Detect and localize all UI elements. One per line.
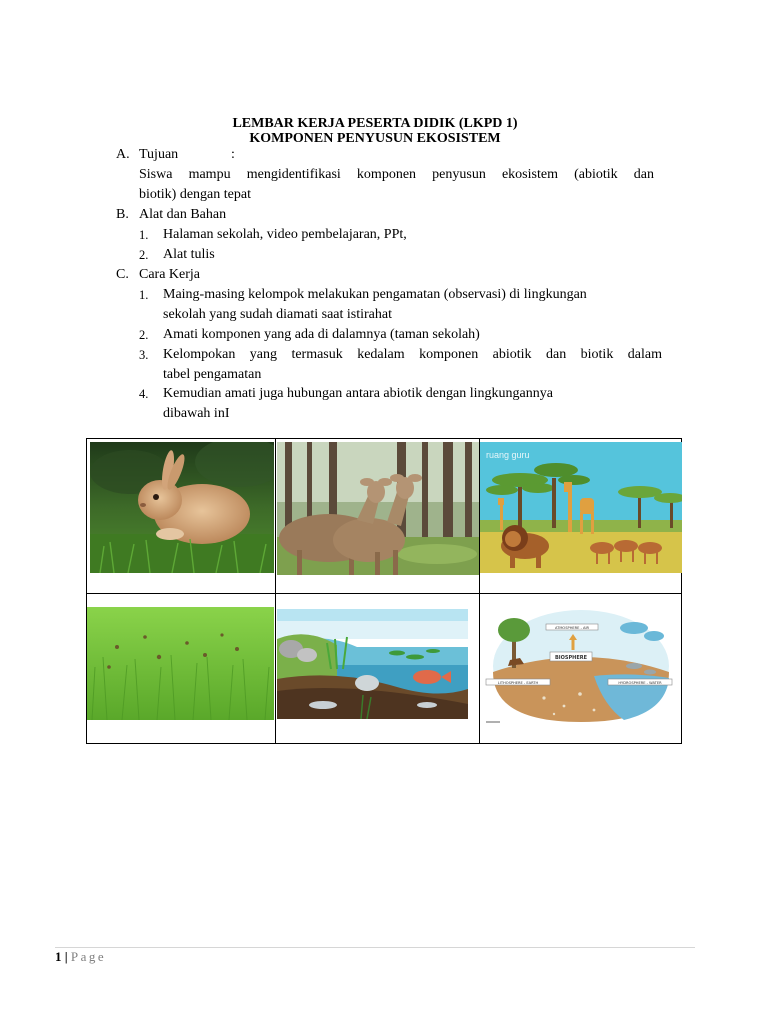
section-c-marker: C. xyxy=(116,267,129,282)
section-a-marker: A. xyxy=(116,147,130,162)
list-item-text: Maing-masing kelompok melakukan pengamatan (observasi) di lingkungan xyxy=(163,287,587,302)
page-number: 1 xyxy=(55,949,62,964)
biosphere-label: BIOSPHERE xyxy=(554,655,588,661)
footer-divider xyxy=(55,947,695,948)
list-item-number: 2. xyxy=(139,248,149,262)
worksheet-subtitle: KOMPONEN PENYUSUN EKOSISTEM xyxy=(249,131,501,146)
list-item-text-continued: sekolah yang sudah diamati saat istirahat xyxy=(163,307,392,322)
list-item-text: Amati komponen yang ada di dalamnya (taman sekolah) xyxy=(163,327,480,342)
section-a-colon: : xyxy=(231,147,235,162)
section-b-marker: B. xyxy=(116,207,129,222)
worksheet-title: LEMBAR KERJA PESERTA DIDIK (LKPD 1) xyxy=(232,116,518,131)
footer-separator: | xyxy=(61,949,71,964)
page-footer xyxy=(55,949,106,965)
image-table xyxy=(86,438,682,744)
section-a-text-line2: biotik) dengan tepat xyxy=(139,187,251,202)
section-a-heading: Tujuan xyxy=(139,147,179,162)
list-item-text: Halaman sekolah, video pembelajaran, PPt, xyxy=(163,227,407,242)
table-divider xyxy=(87,593,681,594)
section-a-text-line1: Siswa mampu mengidentifikasi komponen penyusun ekosistem (abiotik dan xyxy=(139,167,654,182)
biosphere-diagram-image xyxy=(484,602,678,730)
rabbit-image xyxy=(90,442,274,573)
section-c-heading: Cara Kerja xyxy=(139,267,201,282)
lithosphere-label: LITHOSPHERE - EARTH xyxy=(497,681,539,685)
list-item-text: Alat tulis xyxy=(163,247,215,262)
list-item-number: 1. xyxy=(139,228,149,242)
list-item-number: 3. xyxy=(139,348,149,362)
list-item-text: Kemudian amati juga hubungan antara abiotik dengan lingkungannya xyxy=(163,386,553,401)
list-item-text-continued: dibawah inI xyxy=(163,406,230,421)
atmosphere-label: ATMOSPHERE - AIR xyxy=(554,626,590,630)
page-label: Page xyxy=(70,949,107,964)
hydrosphere-label: HYDROSPHERE - WATER xyxy=(618,681,662,685)
list-item-number: 1. xyxy=(139,288,149,302)
list-item-number: 4. xyxy=(139,387,149,401)
list-item-text-continued: tabel pengamatan xyxy=(163,367,262,382)
list-item-text: Kelompokan yang termasuk kedalam komponen abiotik dan biotik dalam xyxy=(163,347,662,362)
savanna-watermark: ruang guru xyxy=(486,450,530,460)
deer-forest-image xyxy=(277,442,479,575)
table-divider xyxy=(275,439,276,743)
section-b-heading: Alat dan Bahan xyxy=(139,207,227,222)
grass-field-image xyxy=(87,607,274,720)
pond-ecosystem-image xyxy=(277,609,468,719)
savanna-image xyxy=(480,442,682,573)
list-item-number: 2. xyxy=(139,328,149,342)
